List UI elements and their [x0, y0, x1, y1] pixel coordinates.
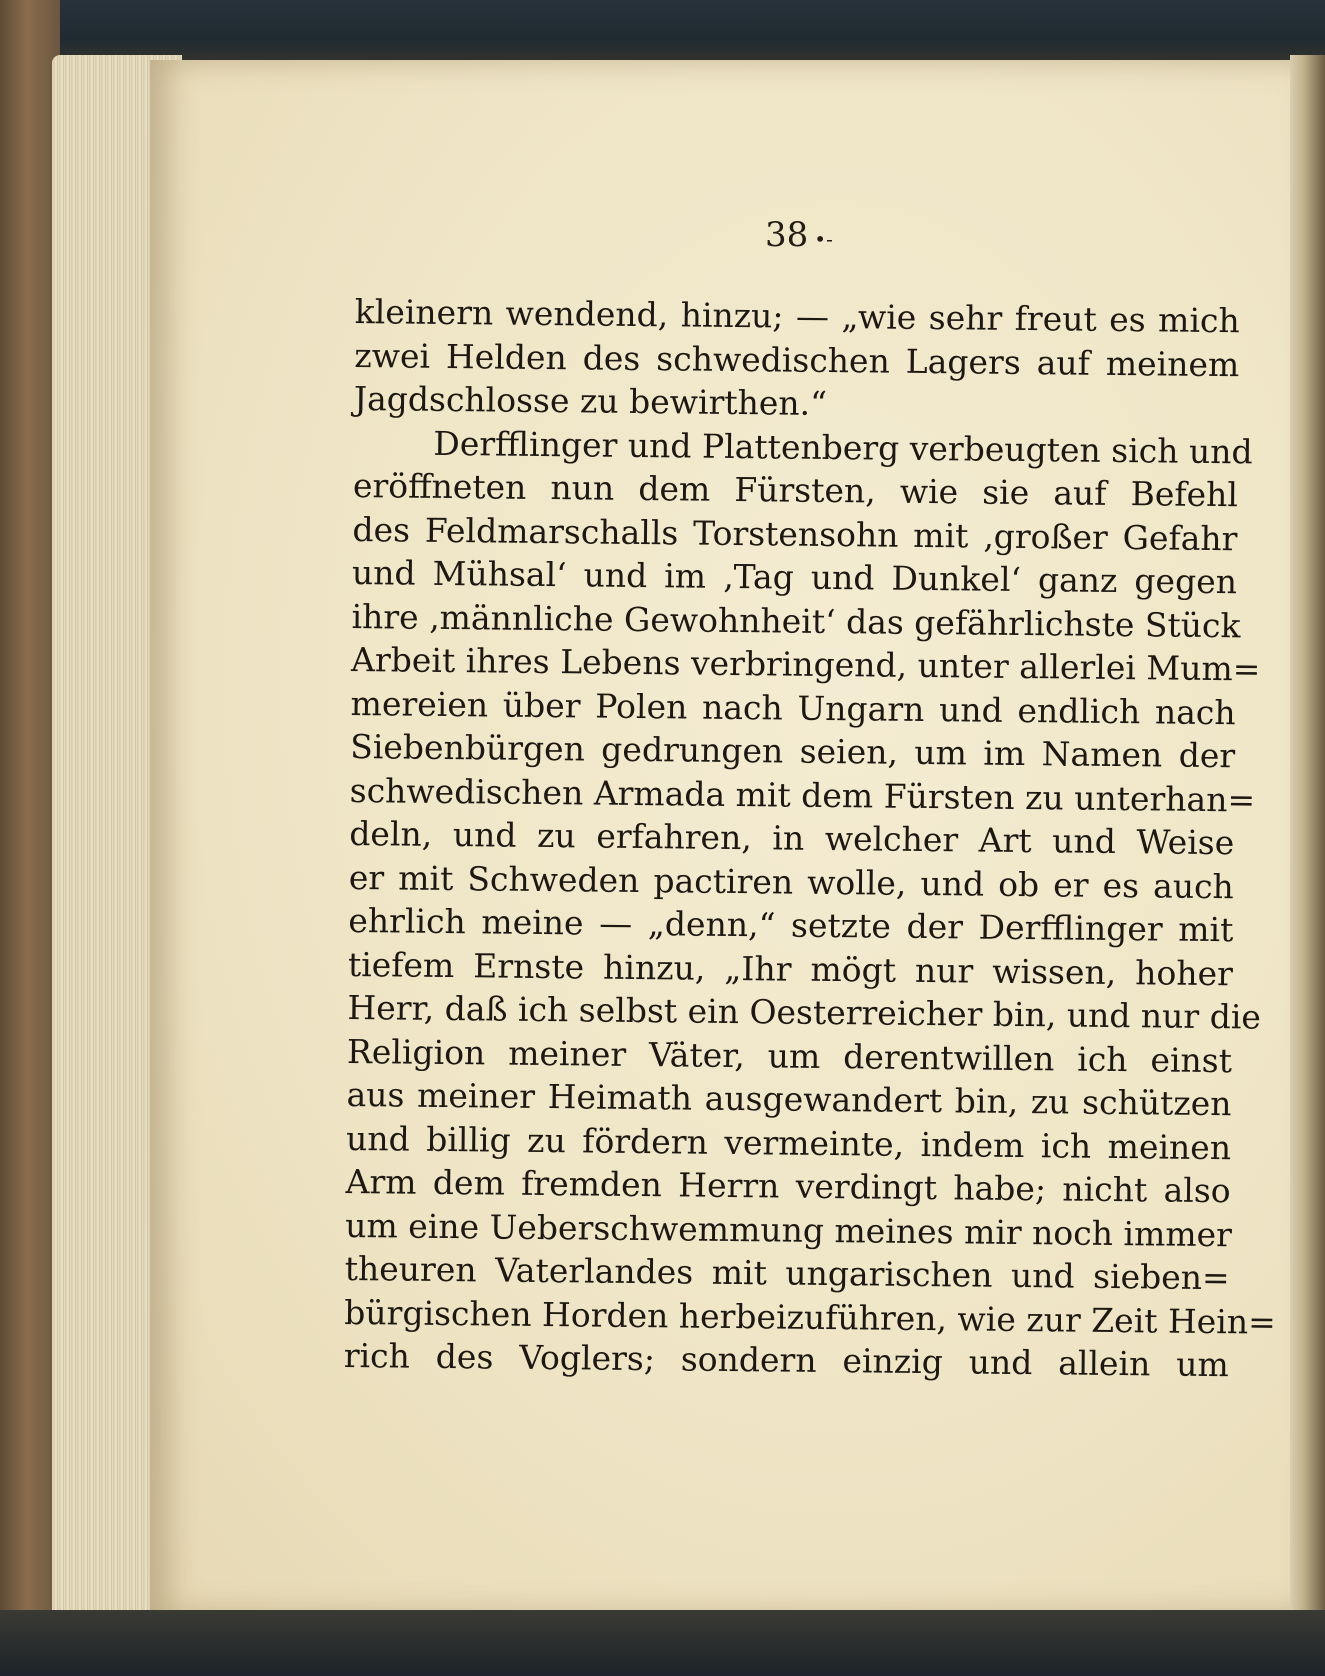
page-number: [765, 210, 885, 260]
text-line: und billig zu fördern vermeinte, indem ich meinen: [345, 1118, 1232, 1167]
text-line: Arm dem fremden Herrn verdingt habe; nicht also: [345, 1161, 1231, 1211]
text-line: kleinern wendend, hinzu; — „wie sehr freut es mich: [354, 291, 1240, 341]
text-line: deln, und zu erfahren, in welcher Art und Weise: [349, 813, 1235, 863]
page-number-value: 38: [765, 215, 809, 255]
body-text: [343, 290, 1276, 1387]
text-line: ehrlich meine — „denn,“ setzte der Derfflinger mit: [348, 900, 1234, 950]
text-line: ihre ‚männliche Gewohnheit‘ das gefährlichste Stück: [351, 596, 1241, 645]
text-line: Jagdschlosse zu bewirthen.“: [353, 378, 828, 423]
book-cover-left: [0, 0, 60, 1676]
text-line: schwedischen Armada mit dem Fürsten zu unterhan=: [349, 770, 1256, 819]
text-line: mereien über Polen nach Ungarn und endlich nach: [350, 683, 1236, 732]
text-line: und Mühsal‘ und im ‚Tag und Dunkel‘ ganz gegen: [351, 552, 1238, 602]
page-number-ornament: •-: [814, 227, 833, 251]
text-line: um eine Ueberschwemmung meines mir noch immer: [345, 1205, 1233, 1254]
text-line: Derfflinger und Plattenberg verbeugten sich und: [433, 423, 1253, 471]
text-line: Herr, daß ich selbst ein Oesterreicher bin, und nur die: [347, 987, 1262, 1037]
text-line: theuren Vaterlandes mit ungarischen und sieben=: [344, 1248, 1230, 1298]
gutter-pages: [1290, 55, 1325, 1620]
text-line: eröffneten nun dem Fürsten, wie sie auf Befehl: [352, 465, 1239, 515]
text-line: aus meiner Heimath ausgewandert bin, zu schützen: [346, 1074, 1232, 1124]
text-line: er mit Schweden pactiren wolle, und ob er es auch: [348, 857, 1235, 906]
text-line: tiefem Ernste hinzu, „Ihr mögt nur wissen, hoher: [347, 944, 1234, 993]
text-line: des Feldmarschalls Torstensohn mit ‚großer Gefahr: [352, 509, 1238, 558]
text-line: bürgischen Horden herbeizuführen, wie zur Zeit Hein=: [344, 1292, 1276, 1342]
text-line: zwei Helden des schwedischen Lagers auf meinem: [354, 335, 1240, 384]
text-line: rich des Voglers; sondern einzig und allein um: [343, 1335, 1229, 1385]
text-line: Arbeit ihres Lebens verbringend, unter allerlei Mum=: [350, 639, 1261, 689]
book-cover-bottom: [0, 1610, 1325, 1676]
text-line: Religion meiner Väter, um derentwillen ich einst: [346, 1031, 1233, 1080]
text-line: Siebenbürgen gedrungen seien, um im Namen der: [350, 726, 1236, 776]
